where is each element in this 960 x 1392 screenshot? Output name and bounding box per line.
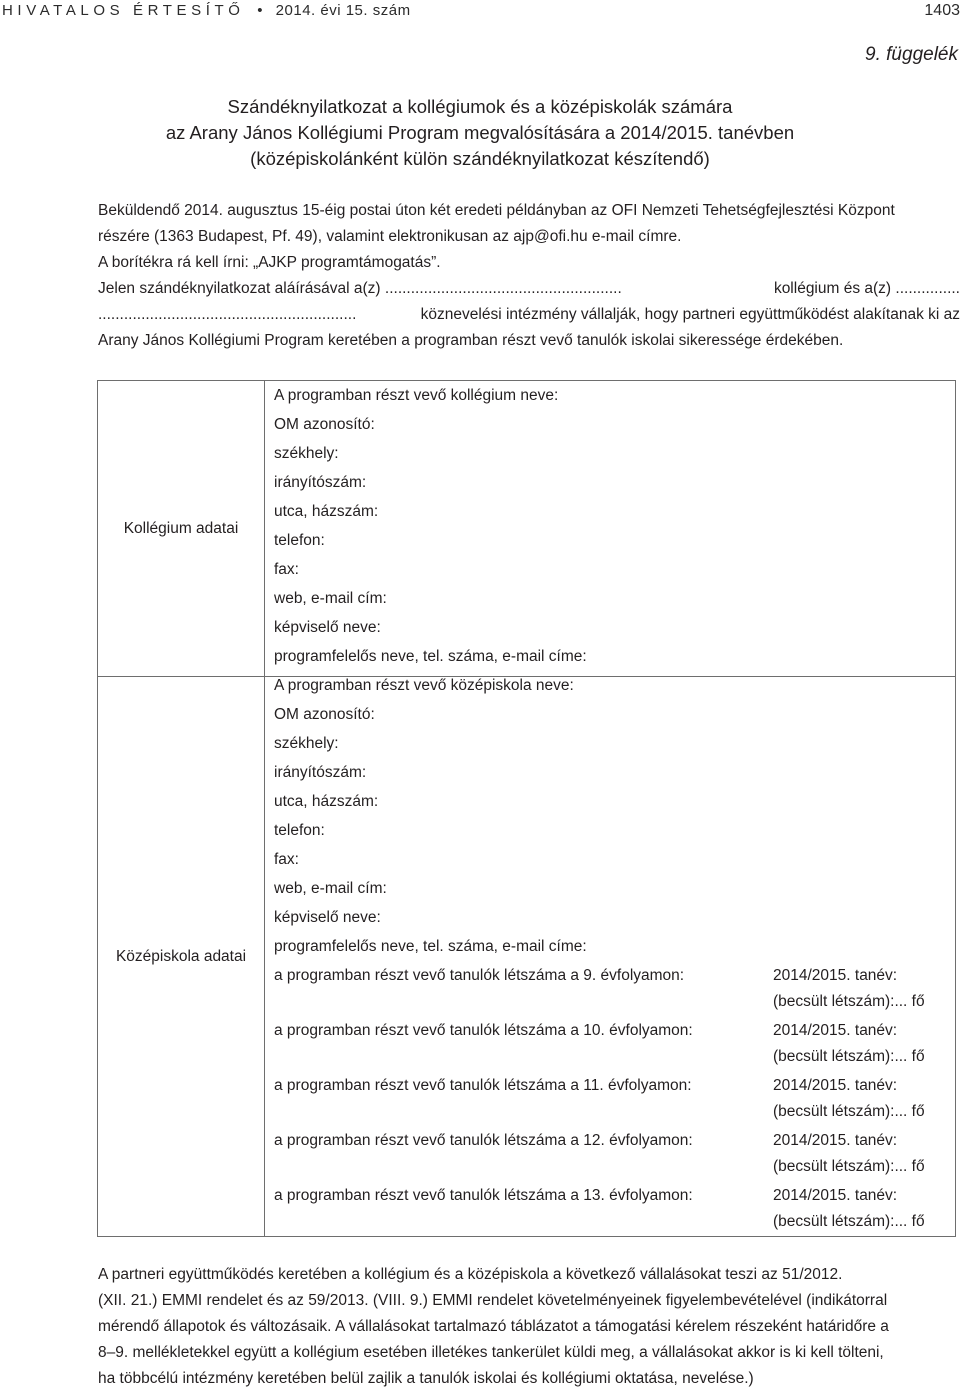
college-street-field[interactable]: utca, házszám: — [274, 503, 379, 520]
school-zip-field[interactable]: irányítószám: — [274, 764, 367, 781]
footer-line: ha többcélú intézmény keretében belül zajlik a tanulók iskolai és kollégiumi oktatása, nevelése.) — [98, 1370, 754, 1387]
college-manager-field[interactable]: programfelelős neve, tel. száma, e-mail címe: — [274, 648, 587, 665]
school-manager-field[interactable]: programfelelős neve, tel. száma, e-mail címe: — [274, 938, 587, 955]
college-zip-field[interactable]: irányítószám: — [274, 474, 367, 491]
school-street-field[interactable]: utca, házszám: — [274, 793, 379, 810]
footer-line — [98, 1288, 960, 1314]
footer-line — [98, 1340, 960, 1366]
issue-label: 2014. évi 15. szám — [275, 2, 411, 19]
grade-count-label: a programban részt vevő tanulók létszáma a 9. évfolyamon: — [274, 967, 685, 984]
footer-line — [98, 1314, 960, 1340]
intro-line — [98, 276, 960, 302]
college-phone-field[interactable]: telefon: — [274, 532, 325, 549]
college-web-field[interactable]: web, e-mail cím: — [274, 590, 387, 607]
school-web-field[interactable]: web, e-mail cím: — [274, 880, 387, 897]
school-section — [98, 677, 955, 1236]
footer-text: 8–9. mellékletekkel együtt a kollégium esetében illetékes tankerület küldi meg, a vállalásokat akkor is ki kell tölteni, — [98, 1344, 884, 1361]
college-seat-field[interactable]: székhely: — [274, 445, 339, 462]
grade-count-label: a programban részt vevő tanulók létszáma a 12. évfolyamon: — [274, 1132, 693, 1149]
footer-text: mérendő állapotok és változásaik. A vállalásokat tartalmazó táblázatot a támogatási kérelem részeként határidőre a — [98, 1318, 889, 1335]
intro-line — [98, 302, 960, 328]
footer-line — [98, 1262, 960, 1288]
intro-line: A borítékra rá kell írni: „AJKP programtámogatás”. — [98, 254, 441, 271]
footer-text: (XII. 21.) EMMI rendelet és az 59/2013. (VIII. 9.) EMMI rendelet követelményeinek figyelembevételével (indikátorral — [98, 1292, 888, 1309]
grade-year-label: 2014/2015. tanév: — [773, 1077, 898, 1094]
college-rep-field[interactable]: képviselő neve: — [274, 619, 381, 636]
grade-year-label: 2014/2015. tanév: — [773, 1022, 898, 1039]
title-line: Szándéknyilatkozat a kollégiumok és a középiskolák számára — [227, 96, 733, 117]
school-om-field[interactable]: OM azonosító: — [274, 706, 375, 723]
running-header — [0, 2, 960, 22]
college-fax-field[interactable]: fax: — [274, 561, 299, 578]
intro-line: Arany János Kollégiumi Program keretében a programban részt vevő tanulók iskolai sikeressége érdekében. — [98, 332, 844, 349]
intro-text: köznevelési intézmény vállalják, hogy partneri együttműködést alakítanak ki az — [420, 306, 960, 323]
grade-estimate-field[interactable]: (becsült létszám):... fő — [773, 1103, 925, 1120]
school-rep-field[interactable]: képviselő neve: — [274, 909, 381, 926]
college-section-label: Kollégium adatai — [98, 381, 265, 676]
appendix-label: 9. függelék — [865, 44, 958, 65]
school-name-field[interactable]: A programban részt vevő középiskola neve: — [274, 677, 574, 694]
grade-year-label: 2014/2015. tanév: — [773, 1132, 898, 1149]
school-fax-field[interactable]: fax: — [274, 851, 299, 868]
document-title — [0, 94, 960, 172]
intro-text: Jelen szándéknyilatkozat aláírásával a(z) ....................................................... — [98, 280, 622, 297]
footer-text: A partneri együttműködés keretében a kollégium és a középiskola a következő vállalásokat teszi az 51/2012. — [98, 1266, 843, 1283]
school-phone-field[interactable]: telefon: — [274, 822, 325, 839]
grade-count-label: a programban részt vevő tanulók létszáma a 10. évfolyamon: — [274, 1022, 693, 1039]
grade-year-label: 2014/2015. tanév: — [773, 967, 898, 984]
college-om-field[interactable]: OM azonosító: — [274, 416, 375, 433]
grade-estimate-field[interactable]: (becsült létszám):... fő — [773, 1213, 925, 1230]
bullet-separator: • — [257, 2, 263, 19]
grade-estimate-field[interactable]: (becsült létszám):... fő — [773, 1048, 925, 1065]
title-line: az Arany János Kollégiumi Program megvalósítására a 2014/2015. tanévben — [165, 122, 795, 143]
school-section-label — [98, 677, 265, 1236]
declaration-form-table — [97, 380, 956, 1237]
grade-estimate-field[interactable]: (becsült létszám):... fő — [773, 1158, 925, 1175]
college-section — [98, 381, 955, 676]
intro-paragraph — [98, 198, 960, 354]
college-name-field[interactable]: A programban részt vevő kollégium neve: — [274, 387, 559, 404]
title-line: (középiskolánként külön szándéknyilatkozat készítendő) — [250, 148, 710, 169]
footer-paragraph — [98, 1262, 960, 1392]
publication-name: HIVATALOS ÉRTESÍTŐ — [2, 2, 245, 19]
grade-count-label: a programban részt vevő tanulók létszáma a 11. évfolyamon: — [274, 1077, 692, 1094]
intro-line: részére (1363 Budapest, Pf. 49), valamint elektronikusan az ajp@ofi.hu e-mail címre. — [98, 228, 682, 245]
intro-text: ............................................................ — [98, 306, 357, 323]
grade-count-label: a programban részt vevő tanulók létszáma a 13. évfolyamon: — [274, 1187, 693, 1204]
header-left — [2, 2, 411, 19]
page-number: 1403 — [924, 2, 960, 19]
grade-year-label: 2014/2015. tanév: — [773, 1187, 898, 1204]
intro-text: kollégium és a(z) ............... — [773, 280, 960, 297]
grade-estimate-field[interactable]: (becsült létszám):... fő — [773, 993, 925, 1010]
intro-text: Beküldendő 2014. augusztus 15-éig postai úton két eredeti példányban az OFI Nemzeti Tehetségfejlesztési Központ — [98, 202, 895, 219]
school-seat-field[interactable]: székhely: — [274, 735, 339, 752]
school-section-label-text: Középiskola adatai — [115, 947, 247, 965]
intro-line — [98, 198, 960, 224]
